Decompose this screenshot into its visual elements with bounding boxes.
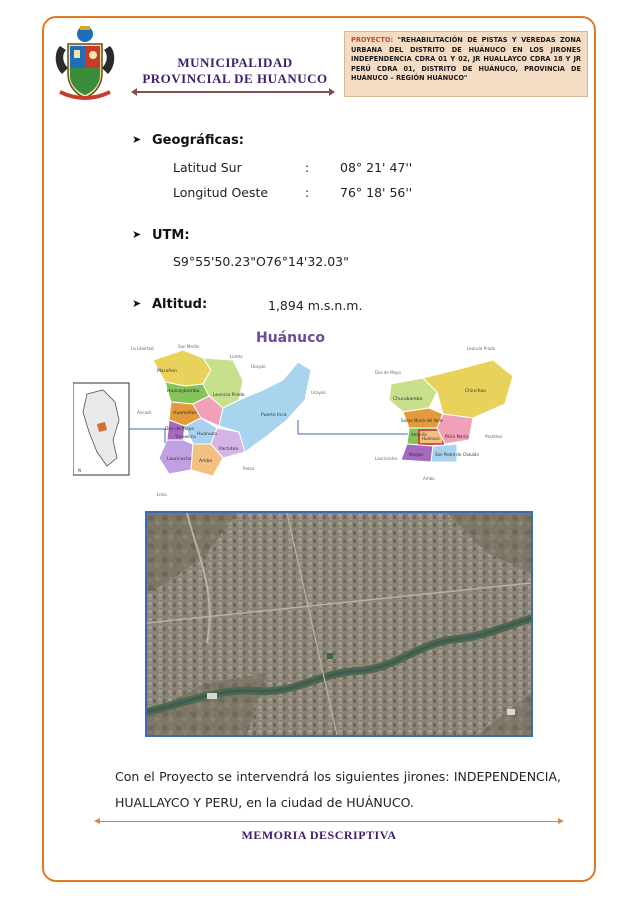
svg-text:La Libertad: La Libertad xyxy=(131,346,154,351)
svg-text:Pachitea: Pachitea xyxy=(219,447,239,452)
altitude-heading-text: Altitud: xyxy=(152,297,208,312)
bullet-arrow-icon: ➤ xyxy=(132,133,142,146)
svg-text:Lima: Lima xyxy=(157,492,167,497)
bullet-arrow-icon: ➤ xyxy=(132,297,142,310)
bullet-arrow-icon: ➤ xyxy=(132,228,142,241)
utm-heading xyxy=(132,228,190,243)
aerial-city-image xyxy=(147,513,531,735)
svg-text:Ambo: Ambo xyxy=(423,476,435,481)
municipal-crest-icon xyxy=(52,22,118,106)
project-box xyxy=(344,31,588,97)
geo-heading xyxy=(132,133,244,148)
svg-text:Marañon: Marañon xyxy=(157,369,177,374)
svg-text:Huánuco: Huánuco xyxy=(422,436,440,441)
footer-title: MEMORIA DESCRIPTIVA xyxy=(241,828,397,842)
svg-text:Margos: Margos xyxy=(409,452,424,457)
project-label: PROYECTO: xyxy=(351,36,394,44)
project-text: "REHABILITACIÓN DE PISTAS Y VEREDAS ZONA URBANA DEL DISTRITO DE HUÁNUCO EN LOS JIRONES INDEPENDENCIA CDRA 01 Y 02, JR HUALLAYCO CDRA 18 Y JR PERÚ CDRA 01, DISTRITO DE HUÁNUCO, PROVINCIA DE HUÁNUCO – REGIÓN HUÁNUCO" xyxy=(351,36,581,83)
svg-text:Amarilis: Amarilis xyxy=(411,432,428,437)
municipality-line-2: PROVINCIAL DE HUANUCO xyxy=(142,71,328,86)
intervention-paragraph: Con el Proyecto se intervendrá los siguientes jirones: INDEPENDENCIA, HUALLAYCO Y PERU, en la ciudad de HUÁNUCO. xyxy=(115,769,561,810)
svg-text:Loreto: Loreto xyxy=(230,354,243,359)
svg-text:Chinchao: Chinchao xyxy=(465,389,486,394)
huanuco-region-map xyxy=(131,330,326,497)
svg-text:Yarowilca: Yarowilca xyxy=(175,435,196,440)
svg-text:Churubamba: Churubamba xyxy=(393,397,423,402)
svg-text:Leoncio Prado: Leoncio Prado xyxy=(213,393,245,398)
altitude-value: 1,894 m.s.n.m. xyxy=(268,298,363,313)
huanuco-province-map xyxy=(375,346,513,481)
header-double-arrow-line xyxy=(133,91,333,93)
longitude-sep: : xyxy=(305,185,310,200)
svg-text:Lauricocha: Lauricocha xyxy=(167,457,192,462)
svg-text:Ucayali: Ucayali xyxy=(251,364,266,369)
utm-heading-text: UTM: xyxy=(152,228,190,243)
municipality-line-1: MUNICIPALIDAD xyxy=(177,55,293,70)
svg-text:Huacaybamba: Huacaybamba xyxy=(167,389,200,394)
utm-value: S9°55'50.23"O76°14'32.03" xyxy=(173,254,349,269)
longitude-value: 76° 18' 56'' xyxy=(340,185,413,200)
aerial-photo xyxy=(145,511,533,737)
latitude-label: Latitud Sur xyxy=(173,160,242,175)
svg-text:Pasco: Pasco xyxy=(243,466,255,471)
municipality-title xyxy=(140,55,330,87)
geo-heading-text: Geográficas: xyxy=(152,133,244,148)
svg-text:Ucayali: Ucayali xyxy=(311,390,326,395)
longitude-label: Longitud Oeste xyxy=(173,185,269,200)
svg-text:San Pedro de Chaulán: San Pedro de Chaulán xyxy=(435,452,480,457)
latitude-value: 08° 21' 47'' xyxy=(340,160,413,175)
altitude-heading xyxy=(132,297,208,312)
svg-text:Huamalíes: Huamalíes xyxy=(173,411,197,416)
svg-text:Pillco Marca: Pillco Marca xyxy=(445,434,469,439)
svg-text:Leoncio Prado: Leoncio Prado xyxy=(467,346,496,351)
svg-text:Pachitea: Pachitea xyxy=(485,434,503,439)
svg-text:Áncash: Áncash xyxy=(137,410,152,415)
svg-text:Lauricocha: Lauricocha xyxy=(375,456,397,461)
peru-inset-map xyxy=(73,383,129,475)
svg-text:Huánuco: Huánuco xyxy=(197,432,217,437)
svg-text:Dos de Mayo: Dos de Mayo xyxy=(375,370,401,375)
footer-double-arrow-line xyxy=(96,821,562,822)
latitude-sep: : xyxy=(305,160,310,175)
svg-text:San Martín: San Martín xyxy=(178,344,200,349)
map-title: Huánuco xyxy=(256,330,325,346)
location-maps xyxy=(73,320,543,500)
svg-text:Ambo: Ambo xyxy=(199,459,213,464)
svg-text:N: N xyxy=(78,468,81,473)
svg-text:Dos de Mayo: Dos de Mayo xyxy=(165,427,195,432)
svg-text:Santa María del Valle: Santa María del Valle xyxy=(401,418,444,423)
svg-text:Puerto Inca: Puerto Inca xyxy=(261,413,287,418)
